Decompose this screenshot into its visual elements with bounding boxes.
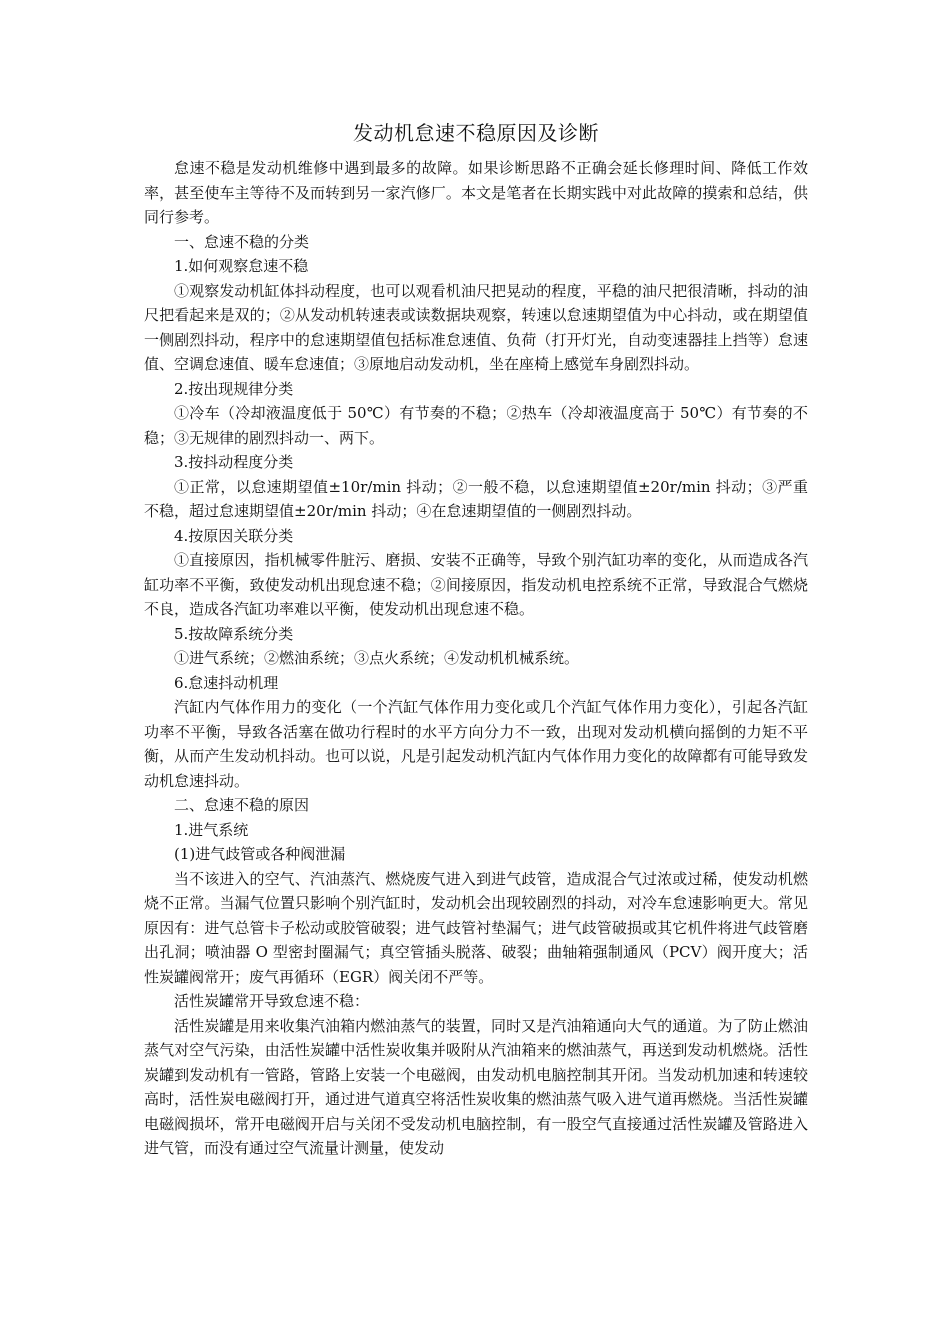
subsection-heading: (1)进气歧管或各种阀泄漏 bbox=[174, 845, 346, 863]
paragraph: 当不该进入的空气、汽油蒸汽、燃烧废气进入到进气歧管，造成混合气过浓或过稀，使发动机燃烧不正常。当漏气位置只影响个别汽缸时，发动机会出现较剧烈的抖动，对冷车怠速影响更大。常见原因有：进气总管卡子松动或胶管破裂；进气歧管衬垫漏气；进气歧管破损或其它机件将进气歧管磨出孔洞；喷油器 O 型密封圈漏气；真空管插头脱落、破裂；曲轴箱强制通风（PCV）阀开度大；活性炭罐阀常开；废气再循环（EGR）阀关闭不严等。 bbox=[144, 869, 808, 986]
document-title: 发动机怠速不稳原因及诊断 bbox=[353, 121, 599, 145]
paragraph: ①冷车（冷却液温度低于 50℃）有节奏的不稳；②热车（冷却液温度高于 50℃）有节奏的不稳；③无规律的剧烈抖动一、两下。 bbox=[144, 404, 808, 447]
subsection-heading: 6.怠速抖动机理 bbox=[174, 673, 279, 692]
paragraph: ①观察发动机缸体抖动程度，也可以观看机油尺把晃动的程度，平稳的油尺把很清晰，抖动的油尺把看起来是双的；②从发动机转速表或读数据块观察，转速以怠速期望值为中心抖动，或在期望值一侧剧烈抖动，程序中的怠速期望值包括标准怠速值、负荷（打开灯光，自动变速器挂上挡等）怠速值、空调怠速值、暖车怠速值；③原地启动发动机，坐在座椅上感觉车身剧烈抖动。 bbox=[144, 281, 808, 373]
section-heading: 二、怠速不稳的原因 bbox=[174, 796, 310, 814]
paragraph: ①进气系统；②燃油系统；③点火系统；④发动机机械系统。 bbox=[174, 649, 580, 667]
subsection-heading: 5.按故障系统分类 bbox=[174, 624, 294, 643]
paragraph: 活性炭罐是用来收集汽油箱内燃油蒸气的装置，同时又是汽油箱通向大气的通道。为了防止燃油蒸气对空气污染，由活性炭罐中活性炭收集并吸附从汽油箱来的燃油蒸气，再送到发动机燃烧。活性炭罐到发动机有一管路，管路上安装一个电磁阀，由发动机电脑控制其开闭。当发动机加速和转速较高时，活性炭电磁阀打开，通过进气道真空将活性炭收集的燃油蒸气吸入进气道再燃烧。当活性炭罐电磁阀损坏，常开电磁阀开启与关闭不受发动机电脑控制，有一股空气直接通过活性炭罐及管路进入进气管，而没有通过空气流量计测量，使发动 bbox=[144, 1016, 808, 1157]
subsection-heading: 1.进气系统 bbox=[174, 820, 249, 839]
document-page bbox=[144, 118, 808, 1161]
subsection-heading: 活性炭罐常开导致怠速不稳： bbox=[174, 992, 370, 1010]
subsection-heading: 2.按出现规律分类 bbox=[174, 379, 294, 398]
subsection-heading: 3.按抖动程度分类 bbox=[174, 453, 294, 471]
paragraph: 怠速不稳是发动机维修中遇到最多的故障。如果诊断思路不正确会延长修理时间、降低工作效率，甚至使车主等待不及而转到另一家汽修厂。本文是笔者在长期实践中对此故障的摸索和总结，供同行参考。 bbox=[144, 159, 808, 226]
paragraph: ①正常，以怠速期望值±10r/min 抖动；②一般不稳，以怠速期望值±20r/min 抖动；③严重不稳，超过怠速期望值±20r/min 抖动；④在怠速期望值的一侧剧烈抖动。 bbox=[144, 477, 808, 520]
subsection-heading: 1.如何观察怠速不稳 bbox=[174, 257, 309, 275]
section-heading: 一、怠速不稳的分类 bbox=[174, 232, 310, 251]
subsection-heading: 4.按原因关联分类 bbox=[174, 526, 294, 545]
paragraph: 汽缸内气体作用力的变化（一个汽缸气体作用力变化或几个汽缸气体作用力变化），引起各汽缸功率不平衡，导致各活塞在做功行程时的水平方向分力不一致，出现对发动机横向摇倒的力矩不平衡，从而产生发动机抖动。也可以说，凡是引起发动机汽缸内气体作用力变化的故障都有可能导致发动机怠速抖动。 bbox=[144, 698, 808, 790]
paragraph: ①直接原因，指机械零件脏污、磨损、安装不正确等，导致个别汽缸功率的变化，从而造成各汽缸功率不平衡，致使发动机出现怠速不稳；②间接原因，指发动机电控系统不正常，导致混合气燃烧不良，造成各汽缸功率难以平衡，使发动机出现怠速不稳。 bbox=[144, 551, 808, 618]
